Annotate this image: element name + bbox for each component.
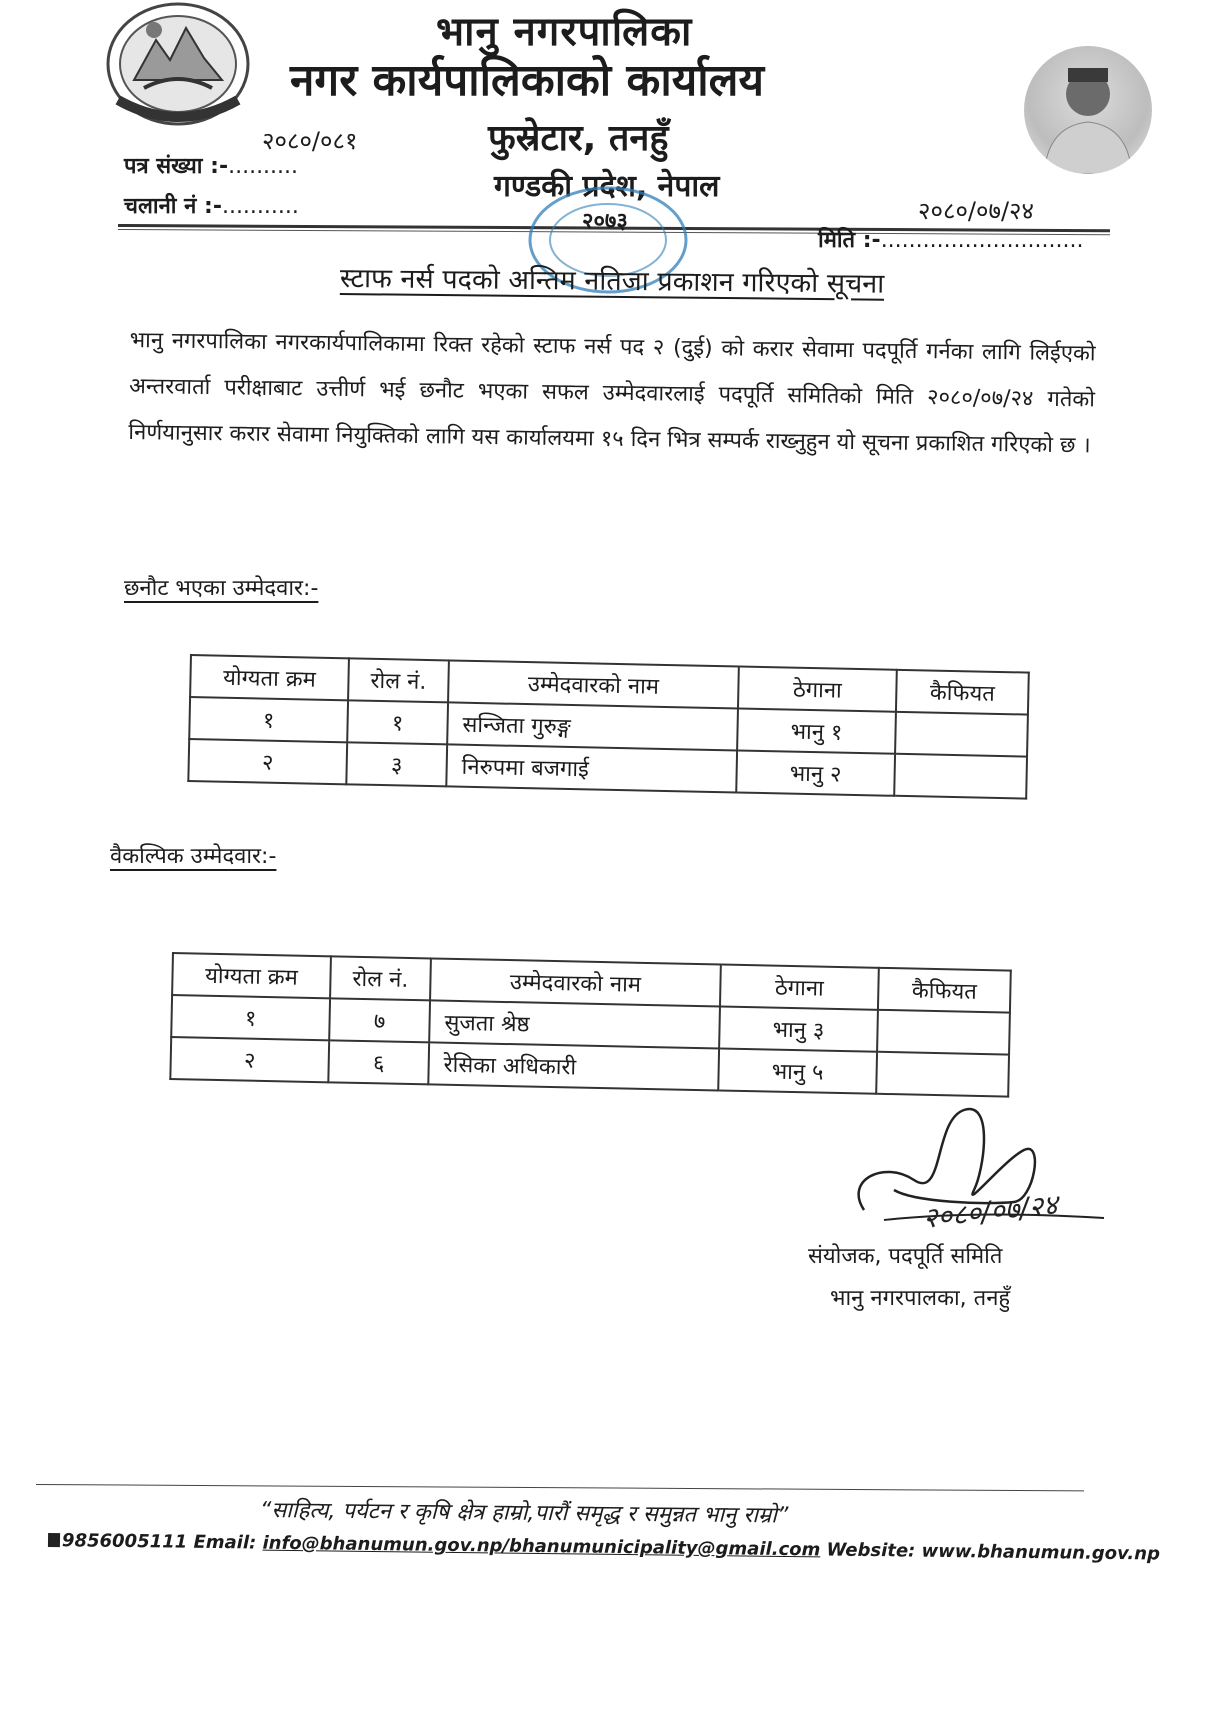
- alternate-candidates-table: [169, 952, 1011, 1098]
- date-field: [818, 224, 1084, 254]
- column-header-roll: रोल नं.: [348, 658, 449, 702]
- footer-website-label: Website:: [826, 1539, 916, 1562]
- cell-remarks: [894, 754, 1027, 799]
- cell-roll: १: [347, 700, 448, 744]
- cell-roll: ३: [346, 742, 447, 786]
- cell-address: भानु ५: [718, 1048, 877, 1093]
- footer-website[interactable]: www.bhanumun.gov.np: [921, 1540, 1161, 1565]
- cell-rank: १: [189, 697, 348, 742]
- office-name: नगर कार्यपालिकाको कार्यालय: [290, 55, 764, 106]
- notice-heading: स्टाफ नर्स पदको अन्तिम नतिजा प्रकाशन गरिएको सूचना: [339, 263, 885, 300]
- cell-name: निरुपमा बजगाई: [446, 744, 737, 792]
- date-blank: .............................: [880, 228, 1084, 253]
- fiscal-year: २०८०/०८१: [262, 127, 358, 155]
- municipality-name: भानु नगरपालिका: [436, 9, 693, 55]
- footer-divider: [36, 1484, 1084, 1491]
- signatory-office: भानु नगरपालका, तनहुँ: [830, 1286, 1011, 1311]
- dispatch-number-blank: ...........: [221, 194, 299, 219]
- column-header-address: ठेगाना: [738, 666, 897, 711]
- footer-email[interactable]: info@bhanumun.gov.np/bhanumunicipality@gmail.com: [262, 1532, 821, 1561]
- column-header-rank: योग्यता क्रम: [190, 655, 349, 700]
- footer-email-label: Email:: [193, 1531, 257, 1554]
- cell-rank: १: [171, 995, 330, 1040]
- column-header-address: ठेगाना: [720, 964, 879, 1009]
- cell-rank: २: [170, 1037, 329, 1082]
- cell-remarks: [895, 712, 1028, 757]
- signature-date: २०८०/०७/२४: [921, 1187, 1060, 1235]
- signatory-role: संयोजक, पदपूर्ति समिति: [808, 1244, 1003, 1269]
- handwritten-signature: [824, 1090, 1114, 1240]
- cell-remarks: [877, 1010, 1010, 1055]
- office-location: फुस्रेटार, तनहुँ: [488, 118, 669, 159]
- selected-candidates-title: छनौट भएका उम्मेदवार:-: [124, 576, 319, 601]
- column-header-roll: रोल नं.: [330, 956, 431, 1000]
- nepal-emblem-logo: [104, 0, 252, 130]
- cell-name: सुजता श्रेष्ठ: [429, 1000, 720, 1048]
- person-icon: [1024, 46, 1152, 174]
- footer-phone: 9856005111: [61, 1530, 188, 1553]
- cell-address: भानु १: [737, 708, 896, 753]
- column-header-name: उम्मेदवारको नाम: [448, 660, 739, 708]
- letter-number-blank: ..........: [228, 154, 299, 179]
- cell-address: भानु ३: [719, 1006, 878, 1051]
- date-label: मिति :-: [818, 228, 881, 253]
- letter-number: [124, 150, 298, 180]
- footer-contact: [48, 1530, 1160, 1565]
- column-header-remarks: कैफियत: [896, 670, 1029, 715]
- phone-icon: [48, 1533, 60, 1547]
- dispatch-number: [124, 190, 299, 220]
- column-header-rank: योग्यता क्रम: [172, 953, 331, 998]
- cell-name: रेसिका अधिकारी: [428, 1042, 719, 1090]
- cell-roll: ६: [328, 1040, 429, 1084]
- cell-name: सन्जिता गुरुङ्ग: [447, 702, 738, 750]
- cell-address: भानु २: [736, 750, 895, 795]
- notice-body: भानु नगरपालिका नगरकार्यपालिकामा रिक्त रहेको स्टाफ नर्स पद २ (दुई) को करार सेवामा पदपूर्ति गर्नका लागि लिईएको अन्तरवार्ता परीक्षाबाट उत्तीर्ण भई छनौट भएका सफल उम्मेदवारलाई पदपूर्ति समितिको मिति २०८०/०७/२४ गतेको निर्णयानुसार करार सेवामा नियुक्तिको लागि यस कार्यालयमा १५ दिन भित्र सम्पर्क राख्नुहुन यो सूचना प्रकाशित गरिएको छ ।: [128, 327, 1096, 459]
- column-header-remarks: कैफियत: [878, 968, 1011, 1013]
- letter-date: २०८०/०७/२४: [918, 197, 1035, 225]
- letter-number-label: पत्र संख्या :-: [124, 154, 229, 179]
- dispatch-number-label: चलानी नं :-: [124, 194, 222, 219]
- province-name: गण्डकी प्रदेश, नेपाल: [494, 169, 720, 204]
- column-header-name: उम्मेदवारको नाम: [430, 958, 721, 1006]
- alternate-candidates-title: वैकल्पिक उम्मेदवार:-: [110, 844, 277, 869]
- cell-rank: २: [188, 739, 347, 784]
- stamp-year: २०७३: [582, 209, 628, 234]
- footer-motto: “साहित्य, पर्यटन र कृषि क्षेत्र हाम्रो,पारौं समृद्ध र समुन्नत भानु राम्रो”: [259, 1498, 789, 1529]
- cell-roll: ७: [329, 998, 430, 1042]
- portrait-photo: [1024, 46, 1152, 174]
- selected-candidates-table: [187, 654, 1029, 800]
